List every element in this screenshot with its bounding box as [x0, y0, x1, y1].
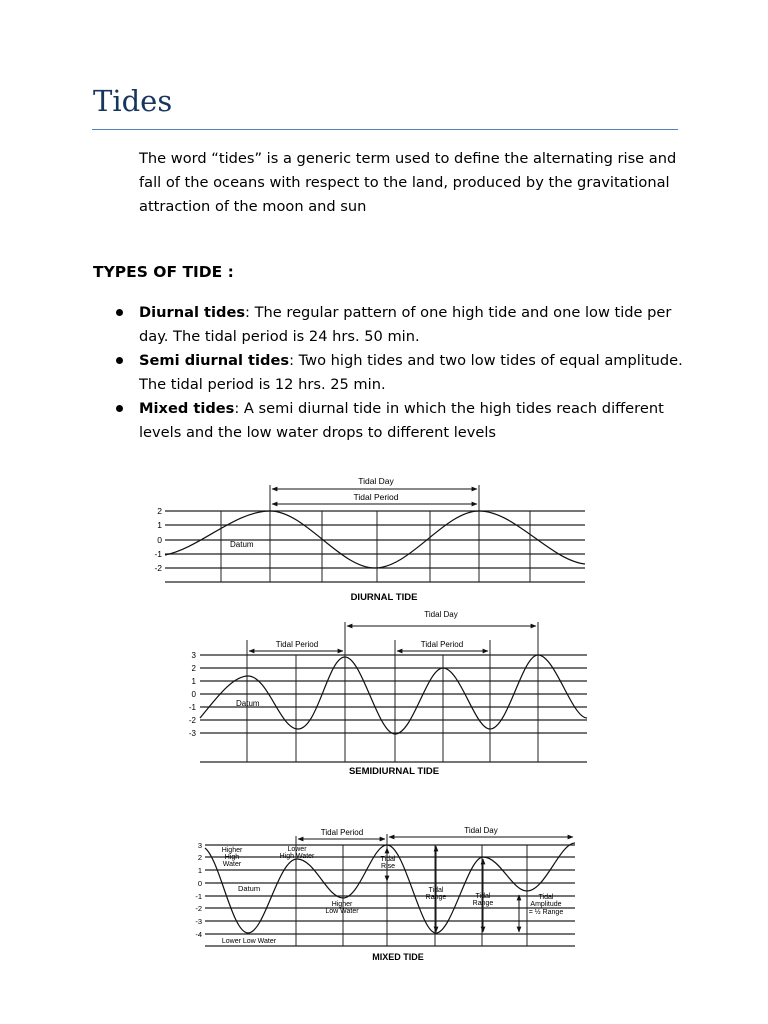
diurnal-grid	[165, 511, 585, 582]
page-title: Tides	[93, 84, 173, 118]
tidal-period-label: Tidal Period	[420, 640, 464, 649]
tidal-day-label: Tidal Day	[464, 826, 498, 835]
y-tick-label: -3	[188, 729, 196, 738]
tidal-range-label	[426, 887, 447, 901]
tidal-period-label: Tidal Period	[275, 640, 319, 649]
y-tick-label: 1	[191, 677, 196, 686]
diurnal-caption: DIURNAL TIDE	[350, 592, 418, 603]
bullet-text: : Two high tides and two low tides of equal amplitude. The tidal period is 12 hrs. 25 min.	[139, 352, 683, 393]
mixed-tide-figure	[0, 820, 768, 970]
mixed-vertical-lines	[296, 834, 527, 946]
tidal-day-label: Tidal Day	[358, 476, 394, 486]
datum-label: Datum	[230, 540, 254, 549]
y-tick-label: 0	[191, 690, 196, 699]
y-tick-label: -2	[195, 904, 202, 913]
tidal-period-label: Tidal Period	[353, 492, 399, 502]
svg-text:Tidal: Tidal	[538, 894, 554, 901]
tidal-amplitude-label	[529, 894, 564, 916]
title-underline	[92, 129, 678, 130]
svg-text:Tidal: Tidal	[428, 887, 444, 894]
bullet-term: Diurnal tides	[139, 304, 246, 321]
y-tick-label: -1	[154, 549, 162, 559]
y-tick-label: 1	[197, 866, 202, 875]
lower-low-water-label: Lower Low Water	[221, 938, 277, 945]
datum-label: Datum	[238, 884, 261, 893]
bullet-term: Semi diurnal tides	[139, 352, 290, 369]
svg-text:Low Water: Low Water	[325, 908, 359, 915]
svg-text:Tidal: Tidal	[380, 856, 396, 863]
svg-text:Amplitude: Amplitude	[530, 901, 562, 908]
bullet-text: : The regular pattern of one high tide and one low tide per day. The tidal period is 24 hrs. 50 min.	[139, 304, 672, 345]
svg-text:Tidal: Tidal	[475, 893, 491, 900]
bullet-icon	[116, 405, 123, 412]
svg-text:High Water: High Water	[279, 853, 315, 860]
diurnal-tide-figure	[0, 470, 768, 605]
y-tick-label: -3	[195, 917, 202, 926]
y-axis-ticks	[154, 506, 162, 573]
y-axis-ticks	[195, 841, 202, 939]
y-tick-label: 0	[197, 879, 202, 888]
y-tick-label: 3	[197, 841, 202, 850]
y-tick-label: 2	[157, 506, 162, 516]
y-tick-label: -1	[195, 892, 202, 901]
semidiurnal-grid	[200, 655, 587, 762]
svg-text:Rise: Rise	[380, 863, 396, 870]
y-tick-label: 2	[197, 853, 202, 862]
svg-text:Range: Range	[472, 900, 494, 907]
bullet-text: : A semi diurnal tide in which the high tides reach different levels and the low water drops to different levels	[139, 400, 664, 441]
list-item	[114, 301, 694, 349]
bullet-term: Mixed tides	[139, 400, 235, 417]
bullet-icon	[116, 309, 123, 316]
types-heading: TYPES OF TIDE :	[93, 263, 234, 281]
svg-text:Lower: Lower	[287, 846, 307, 853]
y-tick-label: -2	[188, 716, 196, 725]
bullet-icon	[116, 357, 123, 364]
list-item	[114, 349, 694, 397]
higher-low-water-label	[325, 901, 359, 915]
tidal-day-label: Tidal Day	[424, 610, 458, 619]
datum-label: Datum	[236, 699, 260, 708]
y-tick-label: -4	[195, 930, 202, 939]
tidal-period-label: Tidal Period	[320, 828, 364, 837]
semidiurnal-caption: SEMIDIURNAL TIDE	[348, 766, 440, 777]
semidiurnal-tide-figure	[0, 606, 768, 781]
y-tick-label: -2	[154, 563, 162, 573]
lower-high-water-label	[280, 846, 315, 860]
svg-text:Range: Range	[425, 894, 447, 901]
y-axis-ticks	[189, 651, 197, 738]
svg-text:Higher: Higher	[221, 847, 243, 854]
list-item	[114, 397, 694, 445]
y-tick-label: 3	[191, 651, 196, 660]
intro-paragraph: The word “tides” is a generic term used to define the alternating rise and fall of the oceans with respect to the land, produced by the gravitational attraction of the moon and sun	[139, 150, 677, 215]
mixed-caption: MIXED TIDE	[372, 952, 424, 962]
svg-text:Higher: Higher	[331, 901, 353, 908]
tide-types-list	[114, 301, 694, 445]
y-tick-label: -1	[188, 703, 196, 712]
y-tick-label: 2	[191, 664, 196, 673]
svg-text:Water: Water	[222, 861, 242, 868]
y-tick-label: 1	[157, 520, 162, 530]
y-tick-label: 0	[157, 535, 162, 545]
svg-text:= ½ Range: = ½ Range	[528, 909, 564, 916]
svg-text:High: High	[224, 854, 240, 861]
tidal-range-label	[473, 893, 494, 907]
tidal-rise-label	[381, 856, 396, 870]
